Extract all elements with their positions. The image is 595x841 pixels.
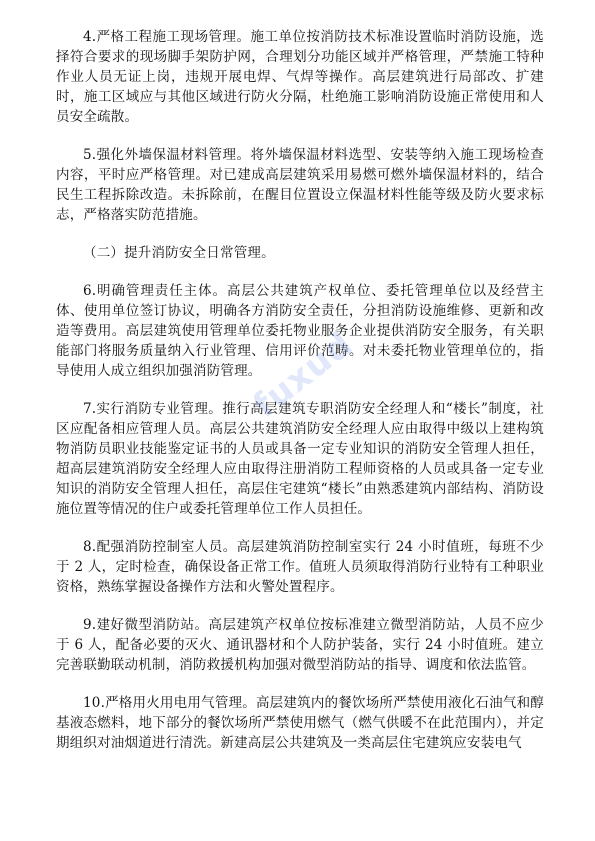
section-heading-2: （二）提升消防安全日常管理。: [83, 245, 275, 261]
document-body: [56, 27, 544, 771]
paragraph-8: 8.配强消防控制室人员。高层建筑消防控制室实行 24 小时值班，每班不少于 2 人，定时检查，确保设备正常工作。值班人员须取得消防行业特有工种职业资格，熟练掌握设备操作方法和火警处置程序。: [56, 539, 544, 595]
paragraph-7: 7.实行消防专业管理。推行高层建筑专职消防安全经理人和“楼长”制度，社区应配备相应管理人员。高层公共建筑消防安全经理人应由取得中级以上建构筑物消防员职业技能鉴定证书的人员或具备一定专业知识的消防安全管理人担任，超高层建筑消防安全经理人应由取得注册消防工程师资格的人员或具备一定专业知识的消防安全管理人担任，高层住宅建筑“楼长”由熟悉建筑内部结构、消防设施位置等情况的住户或委托管理单位工作人员担任。: [56, 401, 544, 517]
paragraph-9: 9.建好微型消防站。高层建筑产权单位按标准建立微型消防站，人员不应少于 6 人，配备必要的灭火、通讯器材和个人防护装备，实行 24 小时值班。建立完善联勤联动机制，消防救援机构加强对微型消防站的指导、调度和依法监管。: [56, 617, 544, 673]
watermark: fuxud: [245, 323, 361, 427]
paragraph-4: 4.严格工程施工现场管理。施工单位按消防技术标准设置临时消防设施，选择符合要求的现场脚手架防护网，合理划分功能区域并严格管理，严禁施工特种作业人员无证上岗，违规开展电焊、气焊等操作。高层建筑进行局部改、扩建时，施工区域应与其他区域进行防火分隔，杜绝施工影响消防设施正常使用和人员安全疏散。: [56, 29, 544, 125]
paragraph-6: 6.明确管理责任主体。高层公共建筑产权单位、委托管理单位以及经营主体、使用单位签订协议，明确各方消防安全责任，分担消防设施维修、更新和改造等费用。高层建筑使用管理单位委托物业服务企业提供消防安全服务，有关职能部门将服务质量纳入行业管理、信用评价范畴。对未委托物业管理单位的，指导使用人成立组织加强消防管理。: [56, 283, 544, 379]
paragraph-10: 10.严格用火用电用气管理。高层建筑内的餐饮场所严禁使用液化石油气和醇基液态燃料，地下部分的餐饮场所严禁使用燃气（燃气供暖不在此范围内），并定期组织对油烟道进行清洗。新建高层公共建筑及一类高层住宅建筑应安装电气: [56, 695, 544, 751]
paragraph-5: 5.强化外墙保温材料管理。将外墙保温材料选型、安装等纳入施工现场检查内容，平时应严格管理。对已建成高层建筑采用易燃可燃外墙保温材料的，结合民生工程拆除改造。未拆除前，在醒目位置设立保温材料性能等级及防火要求标志，严格落实防范措施。: [56, 147, 544, 223]
